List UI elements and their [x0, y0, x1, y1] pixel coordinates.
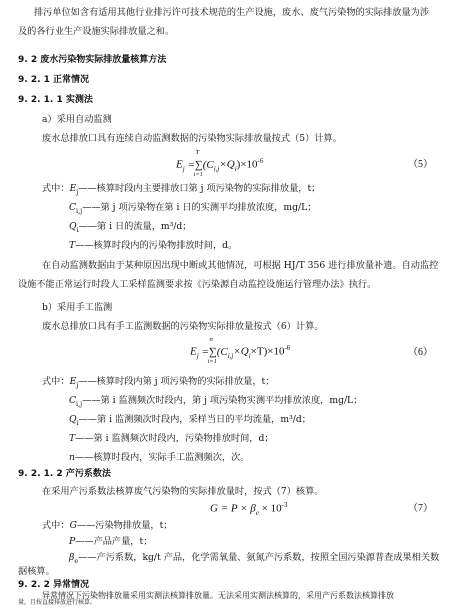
heading-9-2-2: 9. 2. 2 异常情况	[18, 580, 90, 590]
def5-row-3	[69, 222, 191, 233]
item-a-title: a）采用自动监测	[42, 114, 112, 125]
item-b-text: 废水总排放口具有手工监测数据的污染物实际排放量按式（6）计算。	[42, 321, 324, 332]
def6-symbol-5: n	[69, 452, 75, 463]
eq5-tail: )×10	[236, 158, 258, 171]
equation-7	[210, 502, 287, 517]
def5-symbol-2-sub: i,j	[76, 206, 83, 215]
eq6-lhs: E	[190, 345, 197, 358]
eq5-lhs-sub: j	[182, 164, 185, 173]
def5-symbol-4: T	[69, 240, 76, 251]
eq5-c-sub: i,j	[213, 164, 220, 173]
eq6-tail: ×T)×10	[250, 345, 285, 358]
def5-symbol-1-sub: j	[76, 187, 79, 196]
intro-line-1: 排污单位如含有适用其他行业排污许可技术规范的生产设施，废水、废气污染物的实际排放量为涉	[34, 7, 430, 18]
def7-symbol-3: β	[69, 552, 75, 563]
def7-text-2: ——产品产量，t；	[75, 536, 153, 547]
heading-9-2-1: 9. 2. 1 正常情况	[18, 75, 90, 85]
def5-symbol-3-sub: i	[76, 225, 79, 234]
def7-text-3-line-2: 据核算。	[18, 566, 55, 577]
def7-symbol-3-sub: e	[74, 556, 79, 565]
equation-7-number: （7）	[408, 503, 433, 514]
auto-note-line-1: 在自动监测数据由于某种原因出现中断或其他情况，可根据 HJ/T 356 进行排放量补遗。自动监控	[42, 260, 439, 271]
def6-symbol-3: Q	[69, 414, 77, 425]
def6-lead: 式中：	[42, 376, 70, 387]
def6-row-3	[69, 415, 311, 426]
abnormal-line-2: 量，且按直接排放进行核算。	[18, 599, 97, 606]
def5-row-2	[69, 203, 316, 214]
def6-symbol-1-sub: j	[76, 380, 79, 389]
def5-text-1: ——核算时段内主要排放口第 j 项污染物的实际排放量，t；	[78, 183, 321, 194]
eq5-exp: -6	[257, 157, 264, 165]
equation-6-number: （6）	[408, 347, 433, 358]
equation-5-number: （5）	[408, 159, 433, 170]
def7-row-1	[42, 521, 172, 530]
def5-text-2: ——第 j 项污染物在第 i 日的实测平均排放浓度，mg/L；	[82, 202, 317, 213]
def6-symbol-2-sub: i,j	[76, 399, 83, 408]
eq7-sub: e	[255, 508, 259, 517]
equation-5	[176, 148, 264, 178]
eq6-q-sub: i	[248, 351, 251, 360]
def7-row-3	[69, 553, 439, 564]
def7-row-2	[69, 537, 152, 546]
def7-text-3-line-1: ——产污系数，kg/t 产品，化学需氧量、氨氮产污系数，按照全国污染源普查成果相关数	[78, 552, 440, 563]
eq7-text: G = P × β	[210, 502, 256, 515]
eq6-exp: -6	[284, 344, 291, 352]
def5-row-1	[42, 184, 320, 195]
def6-row-2	[69, 396, 362, 407]
def6-row-4	[69, 434, 274, 443]
coef-text: 在采用产污系数法核算废气污染物的实际排放量时，按式（7）核算。	[42, 486, 324, 497]
def6-symbol-4: T	[69, 433, 76, 444]
item-a-text: 废水总排放口具有连续自动监测数据的污染物实际排放量按式（5）计算。	[42, 133, 342, 144]
def5-lead: 式中：	[42, 183, 70, 194]
eq5-q-sub: i	[234, 164, 237, 173]
def5-symbol-3: Q	[69, 221, 77, 232]
eq6-lhs-sub: j	[196, 351, 199, 360]
def6-text-5: ——核算时段内，实际手工监测频次，次。	[74, 452, 250, 463]
def6-text-1: ——核算时段内第 j 项污染物的实际排放量，t；	[78, 376, 275, 387]
eq6-sum-bottom: i=1	[207, 357, 217, 365]
eq5-lhs: E	[176, 158, 183, 171]
def7-symbol-1: G	[69, 520, 77, 531]
eq6-rhs: =∑(C	[201, 345, 228, 358]
def6-text-4: ——第 i 监测频次时段内，污染物排放时间，d；	[75, 433, 274, 444]
def7-text-1: ——污染物排放量，t；	[76, 520, 173, 531]
intro-line-2: 及的各行业生产设施实际排放量之和。	[18, 26, 175, 37]
def6-symbol-3-sub: i	[76, 418, 79, 427]
eq6-mid: ×Q	[233, 345, 249, 358]
def5-text-3: ——第 i 日的流量，m³/d；	[78, 221, 192, 232]
def5-text-4: ——核算时段内的污染物排放时间，d。	[75, 240, 238, 251]
def5-symbol-2: C	[69, 202, 77, 213]
auto-note-line-2: 设施不能正常运行时段人工采样监测要求按《污染源自动监控设施运行管理办法》执行。	[18, 279, 377, 290]
def7-lead: 式中：	[42, 520, 70, 531]
def6-symbol-1: E	[69, 376, 77, 387]
def5-row-4	[69, 241, 237, 250]
eq5-sum-top: T	[195, 148, 200, 156]
eq5-sum-bottom: i=1	[193, 170, 203, 178]
heading-9-2-1-1: 9. 2. 1. 1 实测法	[18, 95, 93, 105]
def6-text-3: ——第 i 监测频次时段内，采样当日的平均流量，m³/d；	[78, 414, 311, 425]
eq6-sum-top: n	[209, 335, 213, 343]
abnormal-line-1: 异常情况下污染物排放量采用实测法核算排放量。无法采用实测法核算的，采用产污系数法核算排放	[42, 591, 394, 600]
def6-row-1	[42, 377, 274, 388]
item-b-title: b）采用手工监测	[42, 302, 113, 313]
def5-symbol-1: E	[69, 183, 77, 194]
def6-symbol-2: C	[69, 395, 77, 406]
def6-row-5	[69, 453, 249, 462]
def6-text-2: ——第 i 监测频次时段内，第 j 项污染物实测平均排放浓度，mg/L；	[82, 395, 363, 406]
def7-symbol-2: P	[69, 536, 76, 547]
eq7-exp: -3	[281, 501, 288, 509]
heading-9-2: 9. 2 废水污染物实际排放量核算方法	[18, 55, 167, 65]
eq5-mid: ×Q	[219, 158, 235, 171]
equation-6	[190, 335, 291, 365]
eq7-tail: × 10	[258, 502, 282, 515]
heading-9-2-1-2: 9. 2. 1. 2 产污系数法	[18, 469, 111, 479]
eq5-rhs: =∑(C	[187, 158, 214, 171]
eq6-c-sub: i,j	[227, 351, 234, 360]
